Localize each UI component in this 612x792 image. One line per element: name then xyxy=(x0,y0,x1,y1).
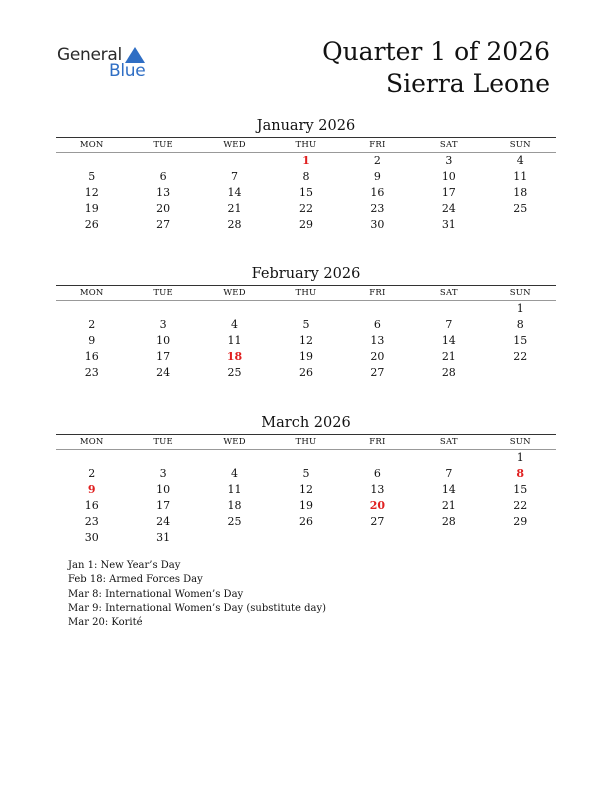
week-row xyxy=(56,333,556,349)
day-cell: 22 xyxy=(513,499,528,512)
day-cell: 20 xyxy=(370,350,385,363)
day-cell: 16 xyxy=(370,186,385,199)
month-name: March 2026 xyxy=(261,415,351,431)
empty-day-cell xyxy=(270,530,341,546)
day-cell: 19 xyxy=(84,202,99,215)
month-name: February 2026 xyxy=(251,266,361,282)
empty-day-cell xyxy=(342,301,413,317)
week-row xyxy=(56,482,556,498)
empty-day-cell xyxy=(485,365,556,381)
day-cell: 9 xyxy=(88,334,96,347)
week-row xyxy=(56,153,556,169)
day-cell: 20 xyxy=(156,202,171,215)
weekday-header: FRI xyxy=(369,140,386,150)
day-cell: 16 xyxy=(84,499,99,512)
weekday-header: SUN xyxy=(509,437,531,447)
day-cell: 22 xyxy=(298,202,313,215)
empty-day-cell xyxy=(485,217,556,233)
day-cell: 24 xyxy=(156,515,171,528)
empty-day-cell xyxy=(56,301,127,317)
day-cell: 15 xyxy=(298,186,313,199)
title-country: Sierra Leone xyxy=(385,69,550,98)
day-cell: 11 xyxy=(227,483,242,496)
weekday-header: THU xyxy=(295,288,317,298)
title-quarter: Quarter 1 of 2026 xyxy=(322,37,550,66)
day-cell: 25 xyxy=(513,202,528,215)
empty-day-cell xyxy=(413,530,484,546)
empty-day-cell xyxy=(342,530,413,546)
week-row xyxy=(56,301,556,317)
empty-day-cell xyxy=(342,450,413,466)
empty-day-cell xyxy=(127,301,198,317)
day-cell: 14 xyxy=(227,186,242,199)
day-cell: 16 xyxy=(84,350,99,363)
weekday-header: WED xyxy=(223,288,246,298)
week-row xyxy=(56,365,556,381)
day-cell: 28 xyxy=(227,218,242,231)
day-cell: 26 xyxy=(84,218,99,231)
day-cell: 19 xyxy=(298,499,313,512)
weekday-header-row xyxy=(56,285,556,301)
logo-word-blue: Blue xyxy=(109,61,146,81)
day-cell: 15 xyxy=(513,334,528,347)
weekday-header: MON xyxy=(79,288,104,298)
day-cell: 7 xyxy=(445,467,453,480)
weekday-header: SAT xyxy=(439,288,458,298)
weekday-header-row xyxy=(56,434,556,450)
week-row xyxy=(56,201,556,217)
day-cell: 27 xyxy=(370,515,385,528)
day-cell: 29 xyxy=(298,218,313,231)
day-cell: 2 xyxy=(88,467,96,480)
day-cell: 6 xyxy=(373,467,381,480)
day-cell: 6 xyxy=(159,170,167,183)
weekday-header: TUE xyxy=(153,437,173,447)
day-cell: 8 xyxy=(302,170,310,183)
day-cell: 15 xyxy=(513,483,528,496)
day-cell: 25 xyxy=(227,366,242,379)
day-cell: 5 xyxy=(88,170,96,183)
day-cell: 4 xyxy=(231,467,239,480)
empty-day-cell xyxy=(199,153,270,169)
holiday-entry: Mar 8: International Women’s Day xyxy=(68,588,244,600)
day-cell: 31 xyxy=(156,531,171,544)
logo xyxy=(57,45,157,85)
holiday-list xyxy=(68,559,326,630)
day-cell: 28 xyxy=(441,366,456,379)
weekday-header: WED xyxy=(223,437,246,447)
day-cell: 14 xyxy=(441,334,456,347)
empty-day-cell xyxy=(413,301,484,317)
day-cell: 10 xyxy=(156,483,171,496)
empty-day-cell xyxy=(127,450,198,466)
day-cell: 24 xyxy=(156,366,171,379)
day-cell: 29 xyxy=(513,515,528,528)
month-calendar-february xyxy=(56,265,556,381)
month-name: January 2026 xyxy=(256,118,356,134)
day-cell: 12 xyxy=(298,483,313,496)
day-cell: 27 xyxy=(156,218,171,231)
day-cell: 1 xyxy=(516,451,524,464)
day-cell: 3 xyxy=(159,467,167,480)
day-cell: 21 xyxy=(441,499,456,512)
day-cell: 18 xyxy=(227,499,242,512)
day-cell: 17 xyxy=(156,350,171,363)
day-cell: 21 xyxy=(441,350,456,363)
day-cell: 13 xyxy=(370,334,385,347)
empty-day-cell xyxy=(199,450,270,466)
empty-day-cell xyxy=(270,301,341,317)
weekday-header: MON xyxy=(79,140,104,150)
day-cell: 10 xyxy=(441,170,456,183)
logo-word-general: General xyxy=(57,45,122,65)
day-cell: 23 xyxy=(84,515,99,528)
day-cell: 1 xyxy=(516,302,524,315)
day-cell: 4 xyxy=(516,154,524,167)
day-cell: 9 xyxy=(373,170,381,183)
day-cell: 2 xyxy=(373,154,381,167)
day-cell: 17 xyxy=(156,499,171,512)
day-cell: 17 xyxy=(441,186,456,199)
empty-day-cell xyxy=(56,153,127,169)
weekday-header: THU xyxy=(295,140,317,150)
week-row xyxy=(56,514,556,530)
day-cell: 28 xyxy=(441,515,456,528)
week-row xyxy=(56,466,556,482)
day-cell: 19 xyxy=(298,350,313,363)
weekday-header: SAT xyxy=(439,437,458,447)
weekday-header: FRI xyxy=(369,288,386,298)
day-cell: 23 xyxy=(84,366,99,379)
weekday-header-row xyxy=(56,137,556,153)
holiday-day-cell: 9 xyxy=(87,483,96,496)
day-cell: 30 xyxy=(370,218,385,231)
week-row xyxy=(56,317,556,333)
weekday-header: MON xyxy=(79,437,104,447)
day-cell: 6 xyxy=(373,318,381,331)
week-row xyxy=(56,217,556,233)
empty-day-cell xyxy=(127,153,198,169)
empty-day-cell xyxy=(199,530,270,546)
day-cell: 7 xyxy=(445,318,453,331)
weekday-header: SUN xyxy=(509,288,531,298)
holiday-entry: Mar 20: Korité xyxy=(68,617,143,629)
day-cell: 4 xyxy=(231,318,239,331)
day-cell: 25 xyxy=(227,515,242,528)
holiday-entry: Mar 9: International Women’s Day (substitute day) xyxy=(68,602,327,614)
week-row xyxy=(56,169,556,185)
day-cell: 2 xyxy=(88,318,96,331)
holiday-entry: Jan 1: New Year’s Day xyxy=(68,560,181,571)
day-cell: 26 xyxy=(298,366,313,379)
day-cell: 11 xyxy=(513,170,528,183)
day-cell: 24 xyxy=(441,202,456,215)
weekday-header: THU xyxy=(295,437,317,447)
day-cell: 31 xyxy=(441,218,456,231)
day-cell: 10 xyxy=(156,334,171,347)
empty-day-cell xyxy=(413,450,484,466)
day-cell: 7 xyxy=(231,170,239,183)
day-cell: 23 xyxy=(370,202,385,215)
week-row xyxy=(56,349,556,365)
day-cell: 18 xyxy=(513,186,528,199)
empty-day-cell xyxy=(199,301,270,317)
holiday-day-cell: 20 xyxy=(369,499,386,512)
day-cell: 11 xyxy=(227,334,242,347)
day-cell: 13 xyxy=(156,186,171,199)
empty-day-cell xyxy=(56,450,127,466)
weekday-header: TUE xyxy=(153,288,173,298)
weekday-header: SAT xyxy=(439,140,458,150)
empty-day-cell xyxy=(270,450,341,466)
day-cell: 30 xyxy=(84,531,99,544)
holiday-day-cell: 1 xyxy=(302,154,310,167)
weekday-header: TUE xyxy=(153,140,173,150)
day-cell: 13 xyxy=(370,483,385,496)
day-cell: 14 xyxy=(441,483,456,496)
weekday-header: WED xyxy=(223,140,246,150)
day-cell: 5 xyxy=(302,467,310,480)
day-cell: 26 xyxy=(298,515,313,528)
day-cell: 12 xyxy=(84,186,99,199)
week-row xyxy=(56,498,556,514)
page-title xyxy=(322,36,550,100)
week-row xyxy=(56,530,556,546)
day-cell: 3 xyxy=(445,154,453,167)
empty-day-cell xyxy=(485,530,556,546)
day-cell: 5 xyxy=(302,318,310,331)
holiday-day-cell: 8 xyxy=(516,467,525,480)
day-cell: 27 xyxy=(370,366,385,379)
holiday-entry: Feb 18: Armed Forces Day xyxy=(68,574,203,586)
month-calendar-january xyxy=(56,117,556,233)
week-row xyxy=(56,185,556,201)
day-cell: 3 xyxy=(159,318,167,331)
week-row xyxy=(56,450,556,466)
weekday-header: SUN xyxy=(509,140,531,150)
day-cell: 12 xyxy=(298,334,313,347)
weekday-header: FRI xyxy=(369,437,386,447)
month-calendar-march xyxy=(56,414,556,546)
day-cell: 21 xyxy=(227,202,242,215)
day-cell: 8 xyxy=(516,318,524,331)
holiday-day-cell: 18 xyxy=(226,350,243,363)
day-cell: 22 xyxy=(513,350,528,363)
